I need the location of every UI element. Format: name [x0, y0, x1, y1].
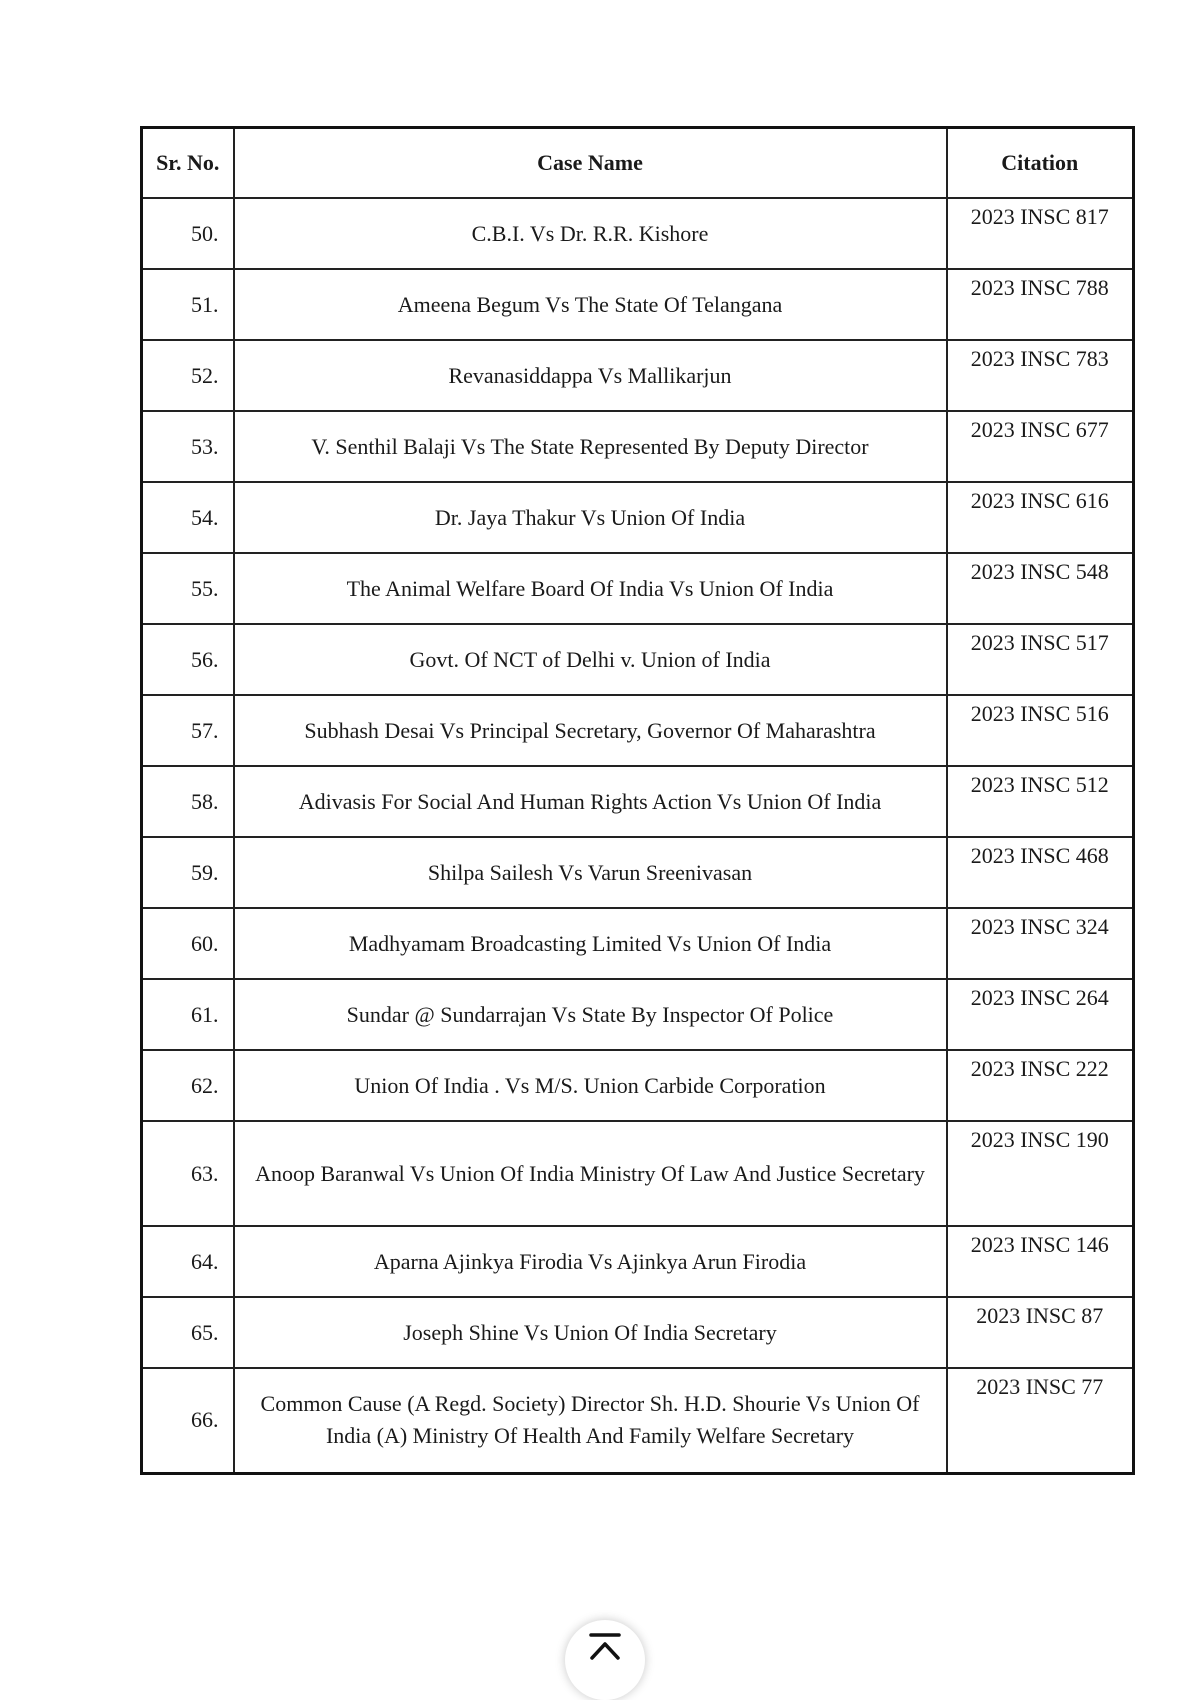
case-name-cell: Revanasiddappa Vs Mallikarjun — [234, 340, 947, 411]
sr-no-cell: 63. — [142, 1121, 234, 1226]
table-row — [142, 340, 1134, 411]
sr-no-cell: 54. — [142, 482, 234, 553]
citation-cell: 2023 INSC 324 — [947, 908, 1134, 979]
table-row — [142, 837, 1134, 908]
table-row — [142, 1121, 1134, 1226]
table-header-row — [142, 128, 1134, 199]
case-name-cell: Joseph Shine Vs Union Of India Secretary — [234, 1297, 947, 1368]
case-name-cell: Common Cause (A Regd. Society) Director Sh. H.D. Shourie Vs Union Of India (A) Ministry Of Health And Family Welfare Secretary — [234, 1368, 947, 1473]
sr-no-cell: 51. — [142, 269, 234, 340]
case-name-cell: Sundar @ Sundarrajan Vs State By Inspector Of Police — [234, 979, 947, 1050]
sr-no-cell: 53. — [142, 411, 234, 482]
sr-no-cell: 62. — [142, 1050, 234, 1121]
sr-no-cell: 50. — [142, 198, 234, 269]
citation-cell: 2023 INSC 146 — [947, 1226, 1134, 1297]
table-row — [142, 198, 1134, 269]
case-name-cell: Madhyamam Broadcasting Limited Vs Union Of India — [234, 908, 947, 979]
citation-cell: 2023 INSC 616 — [947, 482, 1134, 553]
citation-cell: 2023 INSC 264 — [947, 979, 1134, 1050]
citation-cell: 2023 INSC 222 — [947, 1050, 1134, 1121]
sr-no-cell: 56. — [142, 624, 234, 695]
sr-no-cell: 59. — [142, 837, 234, 908]
case-name-cell: Ameena Begum Vs The State Of Telangana — [234, 269, 947, 340]
sr-no-cell: 58. — [142, 766, 234, 837]
citation-cell: 2023 INSC 512 — [947, 766, 1134, 837]
table-row — [142, 979, 1134, 1050]
sr-no-cell: 52. — [142, 340, 234, 411]
table-row — [142, 624, 1134, 695]
sr-no-cell: 55. — [142, 553, 234, 624]
citation-cell: 2023 INSC 190 — [947, 1121, 1134, 1226]
case-name-cell: Subhash Desai Vs Principal Secretary, Governor Of Maharashtra — [234, 695, 947, 766]
citation-cell: 2023 INSC 517 — [947, 624, 1134, 695]
sr-no-cell: 57. — [142, 695, 234, 766]
table-row — [142, 908, 1134, 979]
citation-cell: 2023 INSC 677 — [947, 411, 1134, 482]
citation-cell: 2023 INSC 77 — [947, 1368, 1134, 1473]
citation-cell: 2023 INSC 783 — [947, 340, 1134, 411]
citation-cell: 2023 INSC 548 — [947, 553, 1134, 624]
citation-cell: 2023 INSC 468 — [947, 837, 1134, 908]
sr-no-cell: 61. — [142, 979, 234, 1050]
header-citation: Citation — [947, 128, 1134, 199]
header-case-name: Case Name — [234, 128, 947, 199]
sr-no-cell: 65. — [142, 1297, 234, 1368]
case-name-cell: Anoop Baranwal Vs Union Of India Ministry Of Law And Justice Secretary — [234, 1121, 947, 1226]
table-row — [142, 553, 1134, 624]
citation-cell: 2023 INSC 516 — [947, 695, 1134, 766]
table-row — [142, 482, 1134, 553]
arrow-up-to-line-icon — [587, 1632, 623, 1662]
case-name-cell: V. Senthil Balaji Vs The State Represented By Deputy Director — [234, 411, 947, 482]
sr-no-cell: 64. — [142, 1226, 234, 1297]
table-row — [142, 766, 1134, 837]
case-name-cell: C.B.I. Vs Dr. R.R. Kishore — [234, 198, 947, 269]
table-row — [142, 1297, 1134, 1368]
sr-no-cell: 66. — [142, 1368, 234, 1473]
case-name-cell: Shilpa Sailesh Vs Varun Sreenivasan — [234, 837, 947, 908]
table-row — [142, 695, 1134, 766]
table-row — [142, 411, 1134, 482]
scroll-to-top-button[interactable] — [565, 1620, 645, 1700]
header-sr-no: Sr. No. — [142, 128, 234, 199]
case-name-cell: Aparna Ajinkya Firodia Vs Ajinkya Arun Firodia — [234, 1226, 947, 1297]
case-name-cell: Adivasis For Social And Human Rights Action Vs Union Of India — [234, 766, 947, 837]
case-name-cell: Union Of India . Vs M/S. Union Carbide Corporation — [234, 1050, 947, 1121]
case-table — [140, 126, 1135, 1475]
table-row — [142, 1226, 1134, 1297]
citation-cell: 2023 INSC 817 — [947, 198, 1134, 269]
table-row — [142, 269, 1134, 340]
table-row — [142, 1050, 1134, 1121]
case-name-cell: Dr. Jaya Thakur Vs Union Of India — [234, 482, 947, 553]
case-name-cell: Govt. Of NCT of Delhi v. Union of India — [234, 624, 947, 695]
table-row — [142, 1368, 1134, 1473]
case-name-cell: The Animal Welfare Board Of India Vs Union Of India — [234, 553, 947, 624]
citation-cell: 2023 INSC 788 — [947, 269, 1134, 340]
sr-no-cell: 60. — [142, 908, 234, 979]
citation-cell: 2023 INSC 87 — [947, 1297, 1134, 1368]
